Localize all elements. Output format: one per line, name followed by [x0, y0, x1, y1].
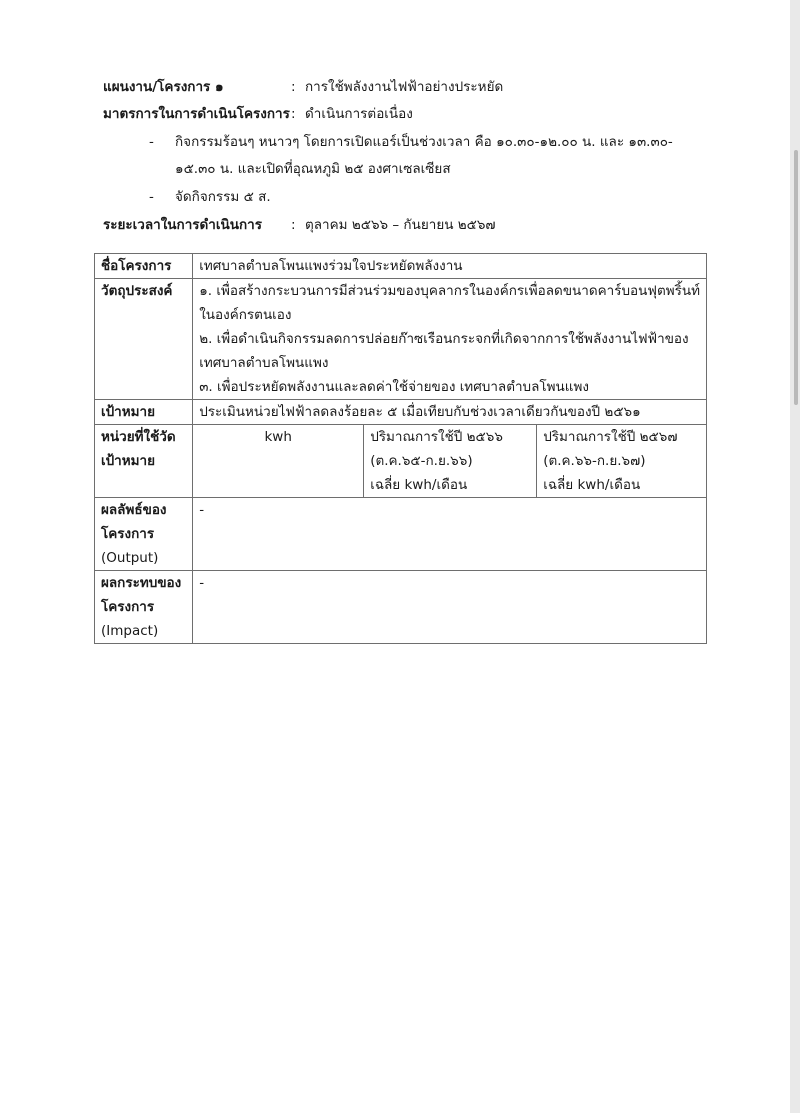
- objective-1-line-2: ในองค์กรตนเอง: [199, 307, 292, 323]
- plan-label: แผนงาน/โครงการ ๑: [103, 79, 224, 95]
- unit-label-cell: [95, 425, 193, 498]
- bullet-dash: -: [149, 189, 154, 205]
- unit-label-line-2: เป้าหมาย: [101, 453, 156, 469]
- objective-3-line-1: ๓. เพื่อประหยัดพลังงานและลดค่าใช้จ่ายของ เทศบาลตำบลโพนแพง: [199, 379, 589, 395]
- objectives-cell: [193, 279, 707, 400]
- bullet-1-line-1: กิจกรรมร้อนๆ หนาวๆ โดยการเปิดแอร์เป็นช่วงเวลา คือ ๑๐.๓๐-๑๒.๐๐ น. และ ๑๓.๓๐-: [175, 134, 673, 150]
- output-label-line-1: ผลลัพธ์ของ: [101, 502, 167, 518]
- bullet-2-line-1: จัดกิจกรรม ๕ ส.: [175, 189, 271, 205]
- unit-value: kwh: [193, 425, 364, 498]
- usage-2566-line-2: (ต.ค.๖๕-ก.ย.๖๖): [370, 453, 473, 469]
- table-row: [95, 279, 707, 400]
- impact-value: -: [193, 571, 707, 644]
- output-label-line-2: โครงการ: [101, 526, 155, 542]
- measure-value: ดำเนินการต่อเนื่อง: [305, 106, 413, 122]
- bullet-dash: -: [149, 134, 154, 150]
- table-row: [95, 254, 707, 279]
- impact-label-line-3: (Impact): [101, 623, 159, 639]
- measure-label: มาตรการในการดำเนินโครงการ: [103, 106, 290, 122]
- table-row: [95, 425, 707, 498]
- project-table: [94, 253, 707, 644]
- objective-2-line-2: เทศบาลตำบลโพนแพง: [199, 355, 329, 371]
- output-label-cell: [95, 498, 193, 571]
- output-value: -: [193, 498, 707, 571]
- table-row: [95, 498, 707, 571]
- measure-row: [103, 108, 290, 122]
- project-name-value: เทศบาลตำบลโพนแพงร่วมใจประหยัดพลังงาน: [193, 254, 707, 279]
- usage-2566-line-3: เฉลี่ย kwh/เดือน: [370, 477, 468, 493]
- period-colon: :: [291, 217, 296, 233]
- vertical-scrollbar[interactable]: [794, 150, 798, 405]
- unit-label-line-1: หน่วยที่ใช้วัด: [101, 429, 176, 445]
- bullet-1-line-2: ๑๕.๓๐ น. และเปิดที่อุณหภูมิ ๒๕ องศาเซลเซียส: [175, 161, 451, 177]
- objective-1-line-1: ๑. เพื่อสร้างกระบวนการมีส่วนร่วมของบุคลากรในองค์กรเพื่อลดขนาดคาร์บอนฟุตพริ้นท์: [199, 283, 700, 299]
- impact-label-line-2: โครงการ: [101, 599, 155, 615]
- usage-2567-cell: [537, 425, 707, 498]
- measure-colon: :: [291, 106, 296, 122]
- plan-colon: :: [291, 79, 296, 95]
- usage-2566-cell: [364, 425, 537, 498]
- usage-2567-line-2: (ต.ค.๖๖-ก.ย.๖๗): [543, 453, 646, 469]
- target-label: เป้าหมาย: [95, 400, 193, 425]
- table-row: [95, 400, 707, 425]
- impact-label-line-1: ผลกระทบของ: [101, 575, 182, 591]
- plan-value: การใช้พลังงานไฟฟ้าอย่างประหยัด: [305, 79, 504, 95]
- table-row: [95, 571, 707, 644]
- period-row: [103, 219, 262, 233]
- target-value: ประเมินหน่วยไฟฟ้าลดลงร้อยละ ๕ เมื่อเทียบกับช่วงเวลาเดียวกันของปี ๒๕๖๑: [193, 400, 707, 425]
- usage-2566-line-1: ปริมาณการใช้ปี ๒๕๖๖: [370, 429, 503, 445]
- objective-2-line-1: ๒. เพื่อดำเนินกิจกรรมลดการปล่อยก๊าซเรือนกระจกที่เกิดจากการใช้พลังงานไฟฟ้าของ: [199, 331, 689, 347]
- usage-2567-line-3: เฉลี่ย kwh/เดือน: [543, 477, 641, 493]
- impact-label-cell: [95, 571, 193, 644]
- plan-row: [103, 81, 224, 95]
- period-value: ตุลาคม ๒๕๖๖ – กันยายน ๒๕๖๗: [305, 217, 496, 233]
- usage-2567-line-1: ปริมาณการใช้ปี ๒๕๖๗: [543, 429, 678, 445]
- project-name-label: ชื่อโครงการ: [95, 254, 193, 279]
- objective-label: วัตถุประสงค์: [95, 279, 193, 400]
- output-label-line-3: (Output): [101, 550, 159, 566]
- period-label: ระยะเวลาในการดำเนินการ: [103, 217, 262, 233]
